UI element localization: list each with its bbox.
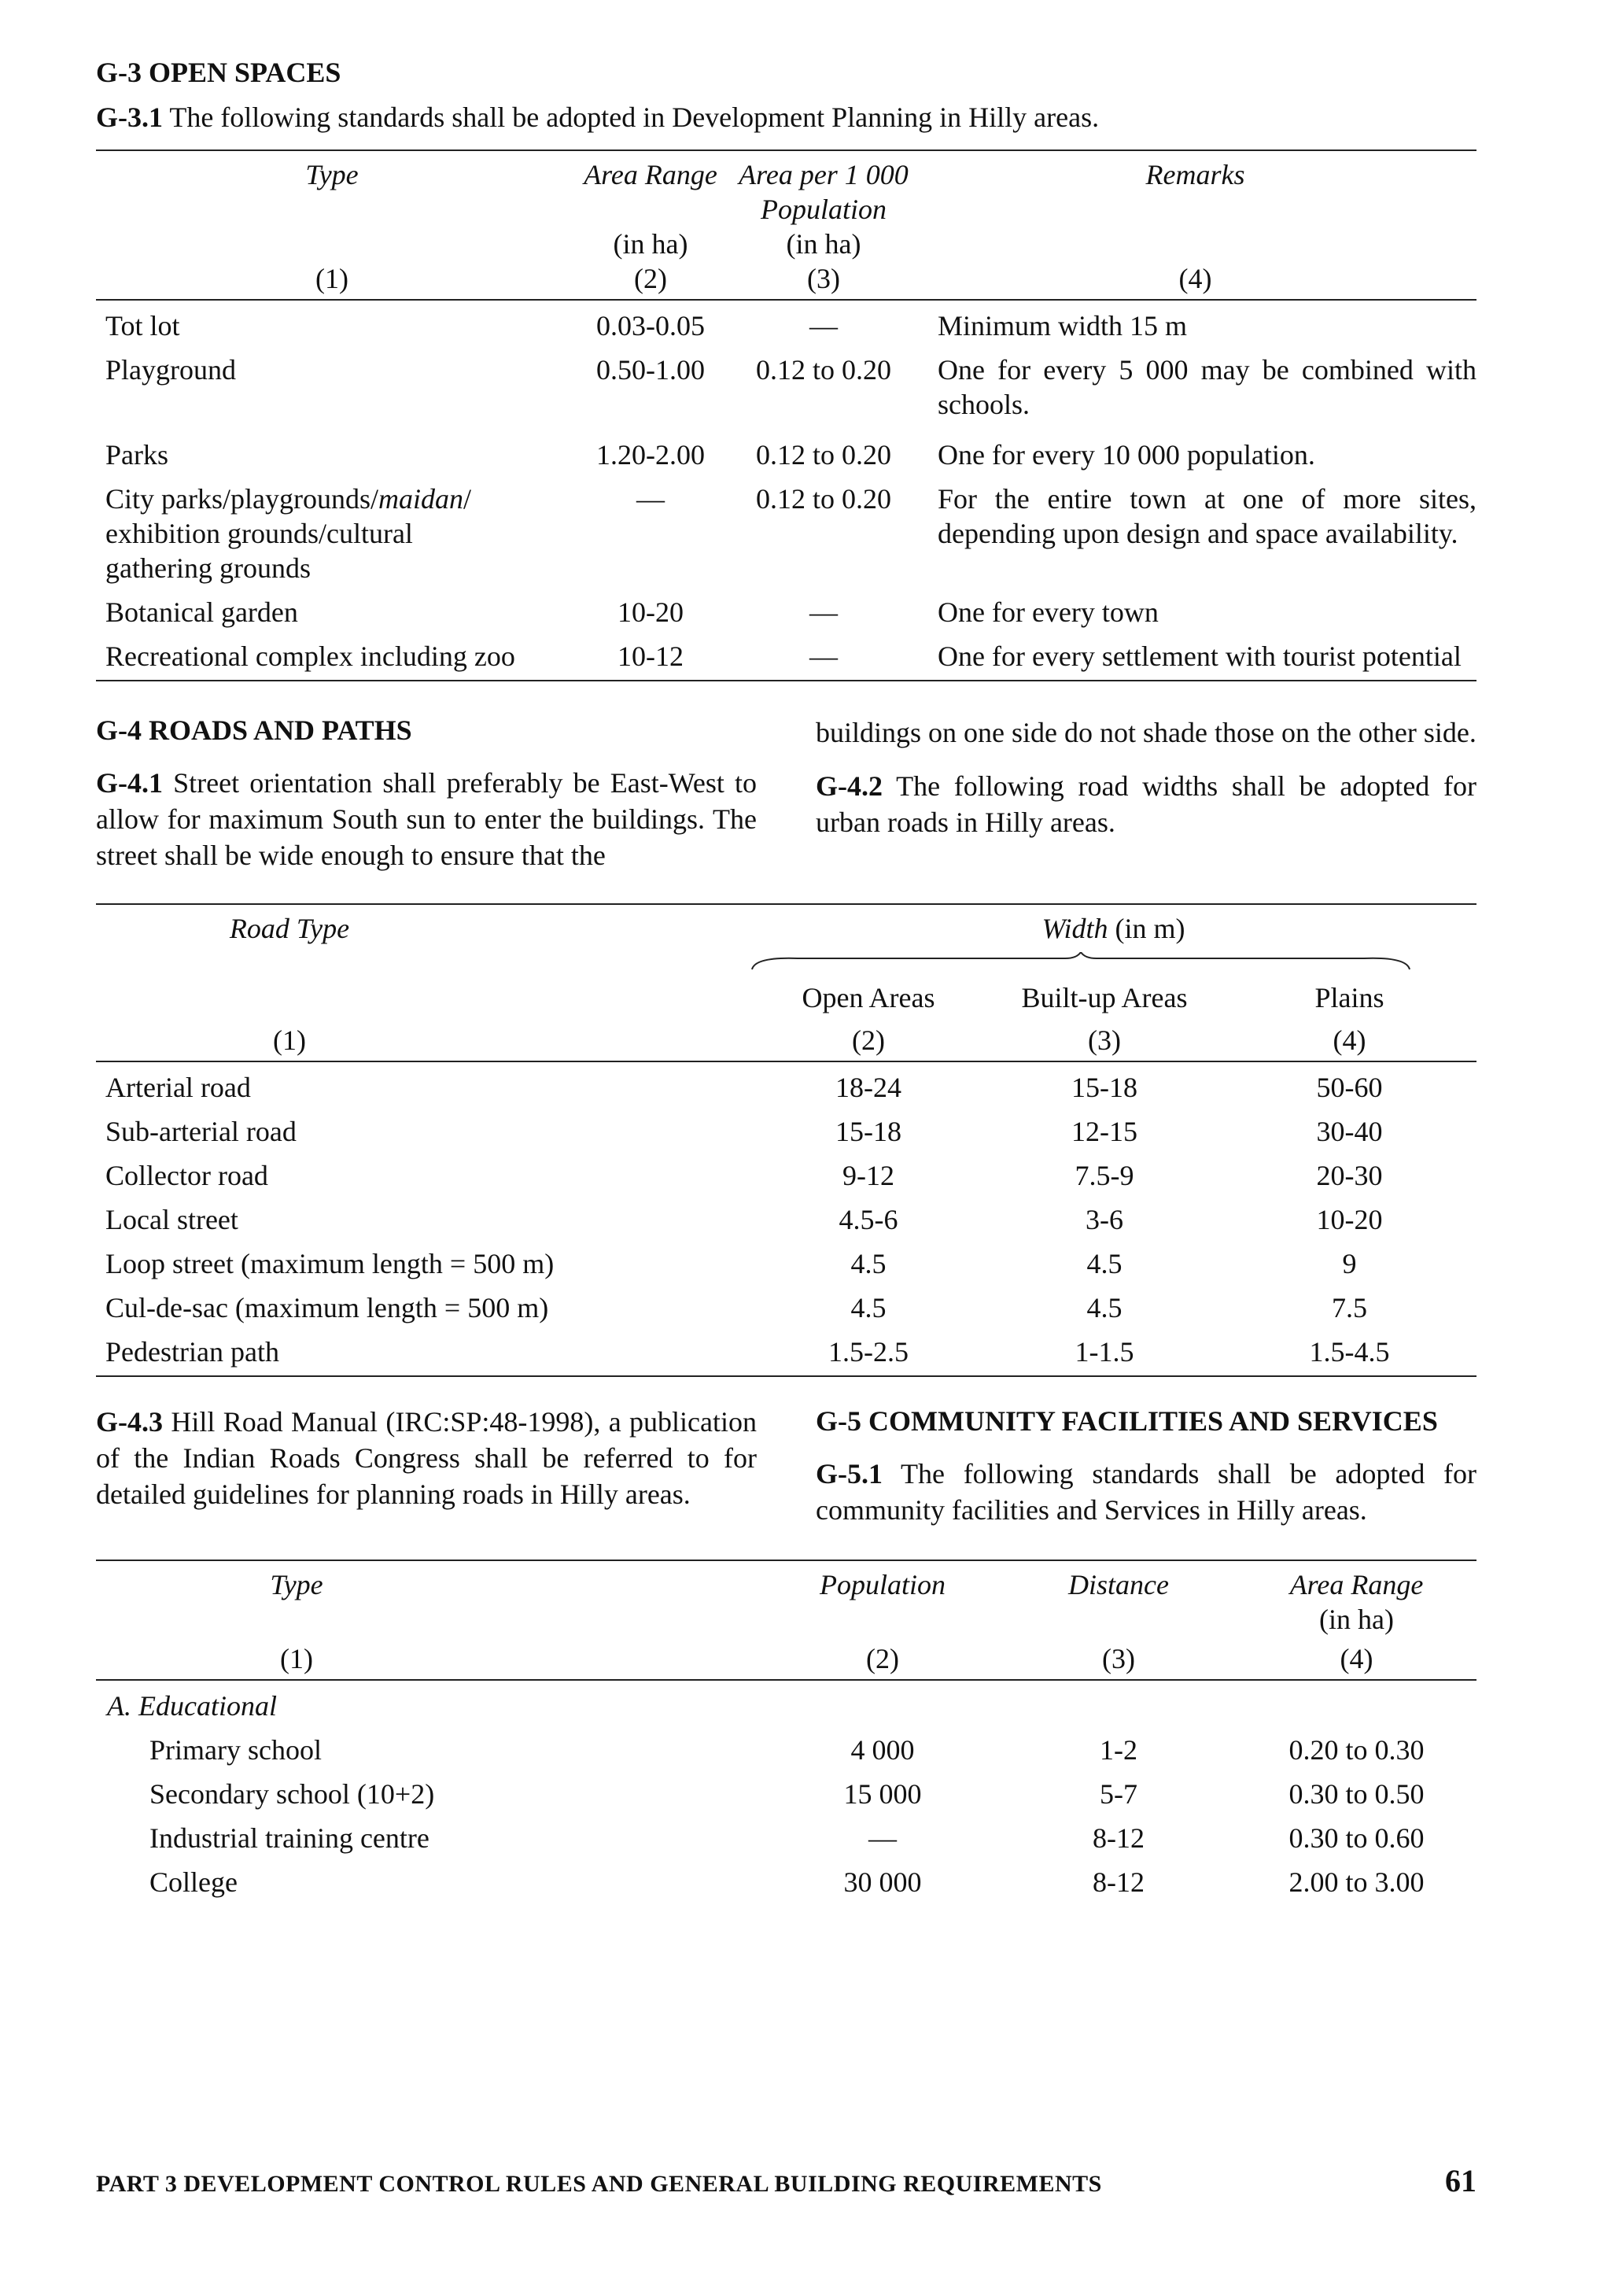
paragraph-text: The following standards shall be adopted in Development Planning in Hilly areas. [163, 102, 1100, 133]
column-number: (2) [866, 1643, 899, 1674]
column-header-type: Type [305, 159, 359, 190]
table-number-row [96, 1015, 1476, 1058]
brace-icon [750, 952, 1411, 973]
table-row: Industrial training centre — 8-12 0.30 to 0.60 [149, 1822, 1425, 1854]
column-header-distance: Distance [1068, 1569, 1169, 1600]
paragraph-number: G-4.1 [96, 767, 163, 799]
table-number-row [96, 261, 1476, 296]
table-top-rule [96, 903, 1476, 905]
column-header-built-up-areas: Built-up Areas [1021, 982, 1188, 1013]
table-row: Pedestrian path 1.5-2.5 1-1.5 1.5-4.5 [105, 1336, 1390, 1368]
paragraph-number: G-4.3 [96, 1406, 163, 1438]
column-number: (4) [1340, 1643, 1373, 1674]
page [96, 55, 1476, 1899]
table-row: Arterial road 18-24 15-18 50-60 [105, 1072, 1383, 1103]
open-spaces-table [96, 157, 1476, 674]
section-heading-g4: G-4 ROADS AND PATHS [96, 714, 412, 746]
paragraph-g4-1: G-4.1 Street orientation shall preferably be East-West to allow for maximum South sun to enter the buildings. The street shall be wide enough to ensure that the [96, 767, 757, 871]
column-number: (3) [807, 263, 840, 294]
column-header-width: Width (in m) [1041, 913, 1185, 944]
width-brace [750, 946, 1476, 980]
paragraph-g4-3: G-4.3 Hill Road Manual (IRC:SP:48-1998), a publication of the Indian Roads Congress shall be referred to for detailed guidelines for planning roads in Hilly areas. [96, 1406, 757, 1510]
column-header-road-type: Road Type [229, 913, 350, 944]
column-number: (4) [1333, 1024, 1366, 1056]
table-header-row [96, 1567, 1476, 1637]
community-facilities-table [96, 1567, 1476, 1899]
table-header-row [96, 157, 1476, 227]
column-number: (1) [280, 1643, 313, 1674]
right-column [816, 713, 1476, 873]
table-row: Parks 1.20-2.00 0.12 to 0.20 One for every 10 000 population. [105, 439, 1315, 471]
table-row: Tot lot 0.03-0.05 — Minimum width 15 m [105, 310, 1188, 341]
section-heading-g5: G-5 COMMUNITY FACILITIES AND SERVICES [816, 1405, 1438, 1437]
right-column [816, 1404, 1476, 1528]
table-unit-row [96, 227, 1476, 261]
paragraph-number: G-5.1 [816, 1458, 883, 1489]
table-row: Collector road 9-12 7.5-9 20-30 [105, 1160, 1383, 1191]
section-heading-g3: G-3 OPEN SPACES [96, 57, 341, 88]
column-header-plains: Plains [1314, 982, 1384, 1013]
column-header-type: Type [270, 1569, 323, 1600]
group-label-educational: A. Educational [107, 1690, 277, 1722]
left-column [96, 713, 757, 873]
paragraph-g4-1-continued: buildings on one side do not shade those on the other side. [816, 717, 1476, 748]
paragraph-number: G-4.2 [816, 770, 883, 802]
table-row: College 30 000 8-12 2.00 to 3.00 [149, 1866, 1425, 1898]
column-number: (1) [315, 263, 348, 294]
page-number: 61 [1445, 2163, 1476, 2198]
table-bottom-rule [96, 1375, 1476, 1377]
group-row [96, 1681, 1476, 1723]
paragraph-g3-1 [96, 99, 1476, 135]
column-header-remarks: Remarks [1145, 159, 1245, 190]
column-number: (1) [273, 1024, 306, 1056]
table-row: Botanical garden 10-20 — One for every town [105, 596, 1159, 628]
road-widths-table [96, 911, 1476, 1369]
g5-text-columns [96, 1404, 1476, 1528]
column-header-area-per-population: Area per 1 000 Population [739, 159, 909, 225]
table-row: Primary school 4 000 1-2 0.20 to 0.30 [149, 1734, 1425, 1766]
column-number: (4) [1178, 263, 1212, 294]
table-row: Playground 0.50-1.00 0.12 to 0.20 One for every 5 000 may be combined with schools. [105, 354, 1476, 420]
table-header-row [96, 911, 1476, 946]
column-number: (2) [634, 263, 667, 294]
footer-text: PART 3 DEVELOPMENT CONTROL RULES AND GENERAL BUILDING REQUIREMENTS [96, 2171, 1102, 2197]
column-number: (2) [852, 1024, 885, 1056]
unit-label: (in ha) [786, 228, 861, 260]
unit-label: (in ha) [613, 228, 688, 260]
table-top-rule [96, 1560, 1476, 1561]
g4-text-columns [96, 713, 1476, 873]
table-row: Sub-arterial road 15-18 12-15 30-40 [105, 1116, 1383, 1147]
table-row: Secondary school (10+2) 15 000 5-7 0.30 to 0.50 [149, 1778, 1425, 1810]
table-row: Local street 4.5-6 3-6 10-20 [105, 1204, 1383, 1235]
left-column [96, 1404, 757, 1528]
column-header-open-areas: Open Areas [802, 982, 935, 1013]
paragraph-g4-2: G-4.2 The following road widths shall be adopted for urban roads in Hilly areas. [816, 770, 1476, 838]
paragraph-number: G-3.1 [96, 102, 163, 133]
paragraph-g5-1: G-5.1 The following standards shall be adopted for community facilities and Services in Hilly areas. [816, 1458, 1476, 1526]
column-header-population: Population [820, 1569, 946, 1600]
column-number: (3) [1102, 1643, 1135, 1674]
table-row: Loop street (maximum length = 500 m) 4.5 4.5 9 [105, 1248, 1357, 1279]
table-subheader-row [96, 980, 1476, 1015]
table-row: City parks/playgrounds/maidan/ exhibition grounds/cultural gathering grounds — 0.12 to 0.20 For the entire town at one of more sites, depending upon design and space availability. [105, 483, 1476, 584]
table-top-rule [96, 149, 1476, 151]
column-number: (3) [1088, 1024, 1121, 1056]
column-header-area-range: Area Range [584, 159, 717, 190]
page-footer [96, 2162, 1476, 2199]
table-bottom-rule [96, 680, 1476, 681]
table-row: Recreational complex including zoo 10-12 — One for every settlement with tourist potential [105, 640, 1462, 672]
column-header-area-range: Area Range (in ha) [1289, 1569, 1424, 1635]
table-row: Cul-de-sac (maximum length = 500 m) 4.5 4.5 7.5 [105, 1292, 1367, 1323]
table-number-row [96, 1637, 1476, 1676]
